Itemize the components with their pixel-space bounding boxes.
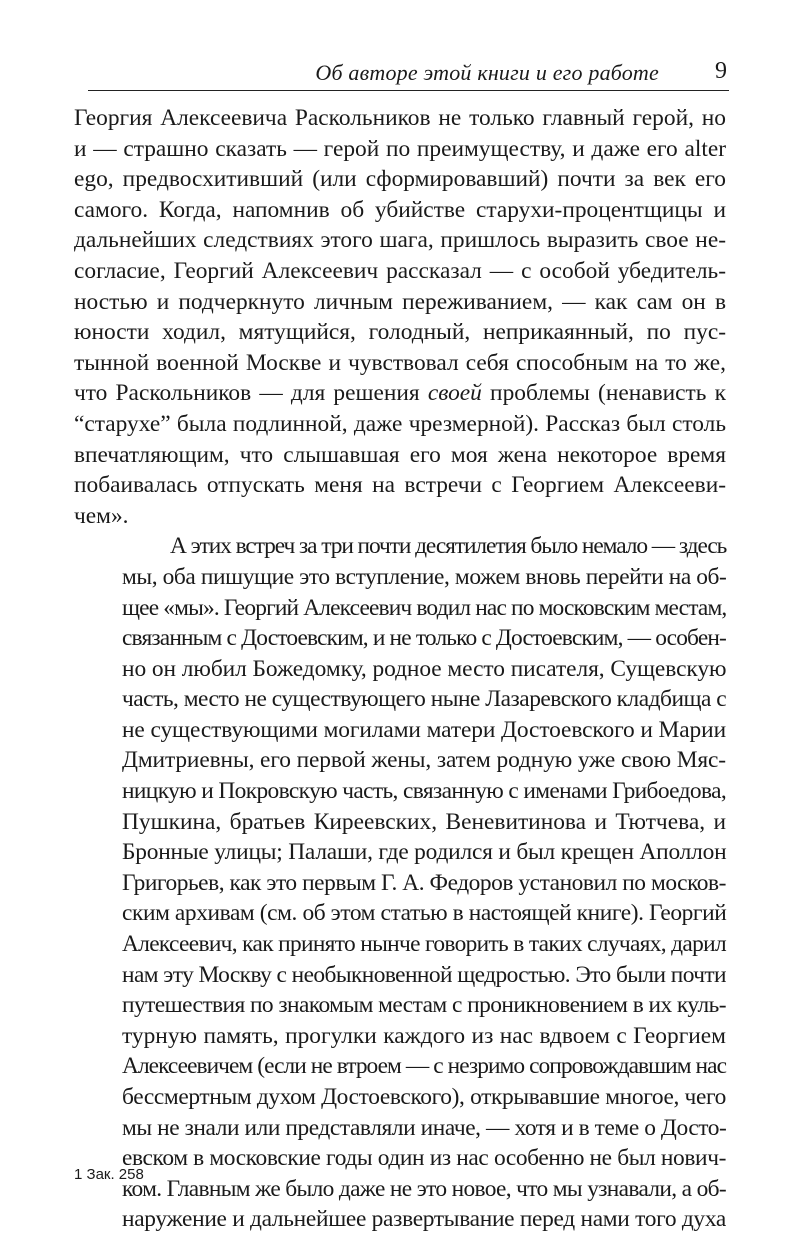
text-line: чем». bbox=[74, 502, 129, 529]
text-line: “старухе” была подлинной, даже чрезмерной). Рассказ был столь bbox=[74, 410, 726, 437]
text-line: бессмертным духом Достоевского), открывавшие многое, чего bbox=[122, 1084, 726, 1110]
text-line: мы, оба пишущие это вступление, можем вновь перейти на об- bbox=[122, 563, 727, 590]
text-line: нам эту Москву с необыкновенной щедростью. Это были почти bbox=[122, 961, 726, 988]
text-line: Алексеевичем (если не втроем — с незримо сопровождавшим нас bbox=[122, 1053, 726, 1080]
text-line: часть, место не существующего ныне Лазаревского кладбища с bbox=[122, 686, 727, 713]
paragraph-1 bbox=[74, 103, 726, 531]
text-line: Георгия Алексеевича Раскольников не только главный герой, но bbox=[74, 105, 726, 131]
text-line: и — страшно сказать — герой по преимуществу, и даже его alter bbox=[74, 135, 726, 162]
text-line: ским архивам (см. об этом статью в настоящей книге). Георгий bbox=[122, 900, 727, 927]
text-line: ницкую и Покровскую часть, связанную с именами Грибоедова, bbox=[122, 778, 727, 805]
text-line: Пушкина, братьев Киреевских, Веневитинова и Тютчева, и bbox=[122, 808, 726, 835]
page-number: 9 bbox=[715, 58, 727, 84]
text-line: Бронные улицы; Палаши, где родился и был крещен Аполлон bbox=[122, 839, 727, 866]
text-line: тынной военной Москве и чувствовал себя способным на то же, bbox=[74, 349, 726, 376]
text-line: ком. Главным же было даже не это новое, что мы узнавали, а об- bbox=[122, 1175, 726, 1202]
text-line: щее «мы». Георгий Алексеевич водил нас по московским местам, bbox=[122, 594, 727, 621]
text-line: турную память, прогулки каждого из нас вдвоем с Георгием bbox=[122, 1022, 726, 1049]
text-line: самого. Когда, напомнив об убийстве старухи-процентщицы и bbox=[74, 196, 726, 223]
text-line: евском в московские годы один из нас особенно не был нович- bbox=[122, 1145, 726, 1172]
text-line: связанным с Достоевским, и не только с Достоевским, — особен- bbox=[122, 625, 726, 652]
text-line: Григорьев, как это первым Г. А. Федоров установил по москов- bbox=[122, 869, 726, 896]
text-line: побаивалась отпускать меня на встречи с Георгием Алексееви- bbox=[74, 472, 726, 499]
text-line: путешествия по знакомым местам с проникновением в их куль- bbox=[122, 992, 726, 1019]
text-line: наружение и дальнейшее развертывание перед нами того духа bbox=[122, 1206, 726, 1233]
body-text bbox=[74, 103, 726, 1235]
running-header-title: Об авторе этой книги и его работе bbox=[315, 60, 659, 85]
text-line: дальнейших следствиях этого шага, пришлось выразить свое не- bbox=[74, 227, 726, 254]
text-line: впечатляющим, что слышавшая его моя жена некоторое время bbox=[74, 441, 726, 468]
text-line: Дмитриевны, его первой жены, затем родную уже свою Мяс- bbox=[122, 747, 726, 774]
text-line: но он любил Божедомку, родное место писателя, Сущевскую bbox=[122, 655, 727, 682]
text-line: ego, предвосхитивший (или сформировавший) почти за век его bbox=[74, 166, 726, 193]
text-line: не существующими могилами матери Достоевского и Марии bbox=[122, 716, 727, 743]
text-line: мы не знали или представляли иначе, — хотя и в теме о Досто- bbox=[122, 1114, 727, 1141]
printer-signature-mark: 1 Зак. 258 bbox=[74, 1166, 144, 1183]
text-line: согласие, Георгий Алексеевич рассказал — с особой убедитель- bbox=[74, 257, 726, 284]
text-line: А этих встреч за три почти десятилетия было немало — здесь bbox=[170, 533, 727, 560]
text-line: юности ходил, мятущийся, голодный, неприкаянный, по пус- bbox=[74, 319, 726, 346]
paragraph-2 bbox=[74, 531, 726, 1235]
text-line: что Раскольников — для решения своей проблемы (ненависть к bbox=[74, 380, 726, 407]
running-header bbox=[88, 58, 729, 91]
text-line: ностью и подчеркнуто личным переживанием, — как сам он в bbox=[74, 288, 726, 315]
text-line: Алексеевич, как принято нынче говорить в таких случаях, дарил bbox=[122, 931, 726, 958]
